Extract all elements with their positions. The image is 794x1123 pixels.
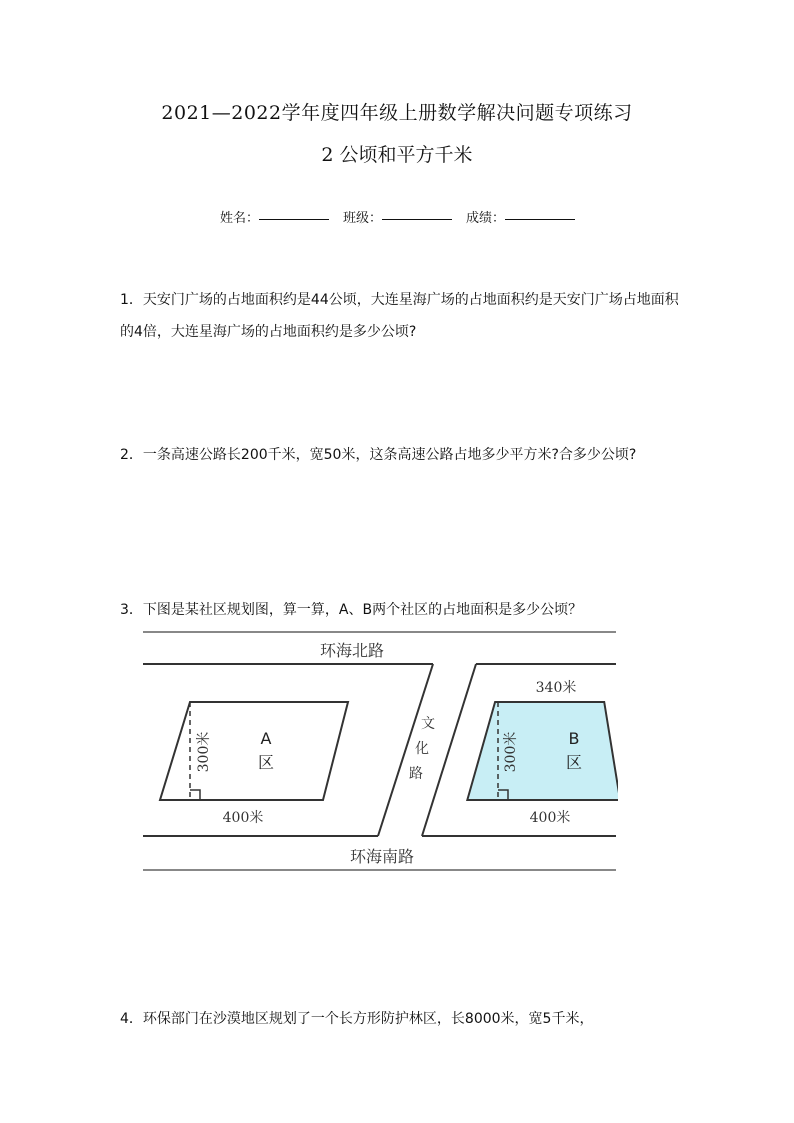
question-2: 2．一条高速公路长200千米，宽50米，这条高速公路占地多少平方米?合多少公顷? xyxy=(120,447,637,463)
student-info-line xyxy=(220,207,589,226)
class-label: 班级： xyxy=(343,211,383,226)
culture-road-right-edge xyxy=(422,664,476,836)
page-subtitle: 2 公顷和平方千米 xyxy=(321,144,473,166)
name-label: 姓名： xyxy=(220,211,260,226)
class-blank[interactable] xyxy=(382,207,452,220)
question-3: 3．下图是某社区规划图，算一算，A、B两个社区的占地面积是多少公顷？ xyxy=(120,602,583,618)
zone-b-trapezoid xyxy=(467,702,618,800)
question-4: 4．环保部门在沙漠地区规划了一个长方形防护林区，长8000米，宽5千米， xyxy=(120,1011,594,1027)
zone-b-letter: B xyxy=(568,729,580,748)
culture-road-label-1: 文 xyxy=(421,716,435,732)
zone-b-word: 区 xyxy=(565,753,583,772)
page-title: 2021—2022学年度四年级上册数学解决问题专项练习 xyxy=(161,102,633,124)
zone-a-letter: A xyxy=(260,729,272,748)
south-road-label: 环海南路 xyxy=(350,847,415,866)
zone-b-base-label: 400米 xyxy=(529,810,571,826)
zone-a-parallelogram xyxy=(160,702,348,800)
score-label: 成绩： xyxy=(466,211,506,226)
zone-b-top-label: 340米 xyxy=(535,680,577,696)
zone-a-base-label: 400米 xyxy=(222,810,264,826)
culture-road-label-3: 路 xyxy=(409,766,423,782)
culture-road-label-2: 化 xyxy=(415,741,429,757)
zone-a-height-label: 300米 xyxy=(196,731,212,773)
name-blank[interactable] xyxy=(259,207,329,220)
question-1: 1．天安门广场的占地面积约是44公顷，大连星海广场的占地面积约是天安门广场占地面积的4倍，大连星海广场的占地面积约是多少公顷? xyxy=(120,292,679,340)
score-blank[interactable] xyxy=(505,207,575,220)
community-plan-diagram xyxy=(138,628,618,878)
north-road-label: 环海北路 xyxy=(320,641,385,660)
zone-b-height-label: 300米 xyxy=(503,731,519,773)
zone-a-word: 区 xyxy=(257,753,275,772)
